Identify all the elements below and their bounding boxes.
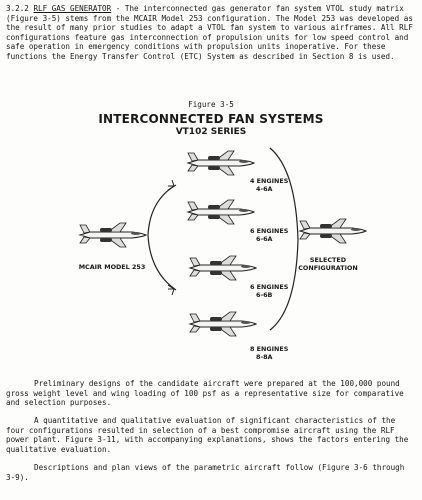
section-number: 3.2.2 bbox=[6, 4, 29, 13]
config-8-8a-engines: 8 ENGINES bbox=[250, 345, 289, 353]
config-6-6a-code: 6-6A bbox=[256, 235, 273, 243]
source-label: MCAIR MODEL 253 bbox=[78, 263, 146, 271]
config-6-6b-code: 6-6B bbox=[256, 291, 273, 299]
paragraph-preliminary-designs: Preliminary designs of the candidate aircraft were prepared at the 100,000 pound gross weight level and wing loading of 100 psf as a representative size for comparative and selection purposes. bbox=[6, 379, 404, 408]
figure-label: Figure 3-5 bbox=[188, 100, 234, 109]
split-arrows bbox=[168, 180, 174, 295]
mcair-model-253-aircraft bbox=[80, 223, 146, 247]
config-8-8a-code: 8-8A bbox=[256, 353, 273, 361]
config-6-6a-engines: 6 ENGINES bbox=[250, 227, 289, 235]
section-heading: RLF GAS GENERATOR bbox=[33, 4, 112, 13]
config-6-6a-aircraft bbox=[188, 200, 254, 224]
config-4-6a-engines: 4 ENGINES bbox=[250, 177, 289, 185]
figure-title: INTERCONNECTED FAN SYSTEMS bbox=[98, 112, 324, 126]
figure-subtitle: VT102 SERIES bbox=[175, 127, 247, 137]
config-4-6a-code: 4-6A bbox=[256, 185, 273, 193]
selected-configuration-aircraft bbox=[300, 219, 366, 243]
selected-label-line2: CONFIGURATION bbox=[298, 264, 358, 272]
section-body: - The interconnected gas generator fan system VTOL study matrix (Figure 3-5) stems from the MCAIR Model 253 configuration. The Model 253 was developed as the result of many prior studies to adapt a VTOL fan system to various airframes. All RLF configurations feature gas interconnection of propulsion units for low speed control and safe operation in emergency conditions with propulsion units inoperative. For these functions the Energy Transfer Control (ETC) System as described in Section 8 is used. bbox=[6, 4, 413, 61]
right-bracket bbox=[270, 148, 298, 330]
config-6-6b-aircraft bbox=[190, 256, 256, 280]
config-6-6b-engines: 6 ENGINES bbox=[250, 283, 289, 291]
selected-label-line1: SELECTED bbox=[309, 256, 347, 264]
left-bracket bbox=[148, 185, 176, 290]
config-8-8a-aircraft bbox=[190, 312, 256, 336]
paragraph-evaluation: A quantitative and qualitative evaluation of significant characteristics of the four configurations resulted in selection of a best compromise aircraft using the RLF power plant. Figure 3-11, with accompanying explanations, shows the factors entering the qualitative evaluation. bbox=[6, 416, 409, 454]
config-4-6a-aircraft bbox=[188, 151, 254, 175]
paragraph-descriptions: Descriptions and plan views of the parametric aircraft follow (Figure 3-6 through 3-9). bbox=[6, 463, 405, 482]
